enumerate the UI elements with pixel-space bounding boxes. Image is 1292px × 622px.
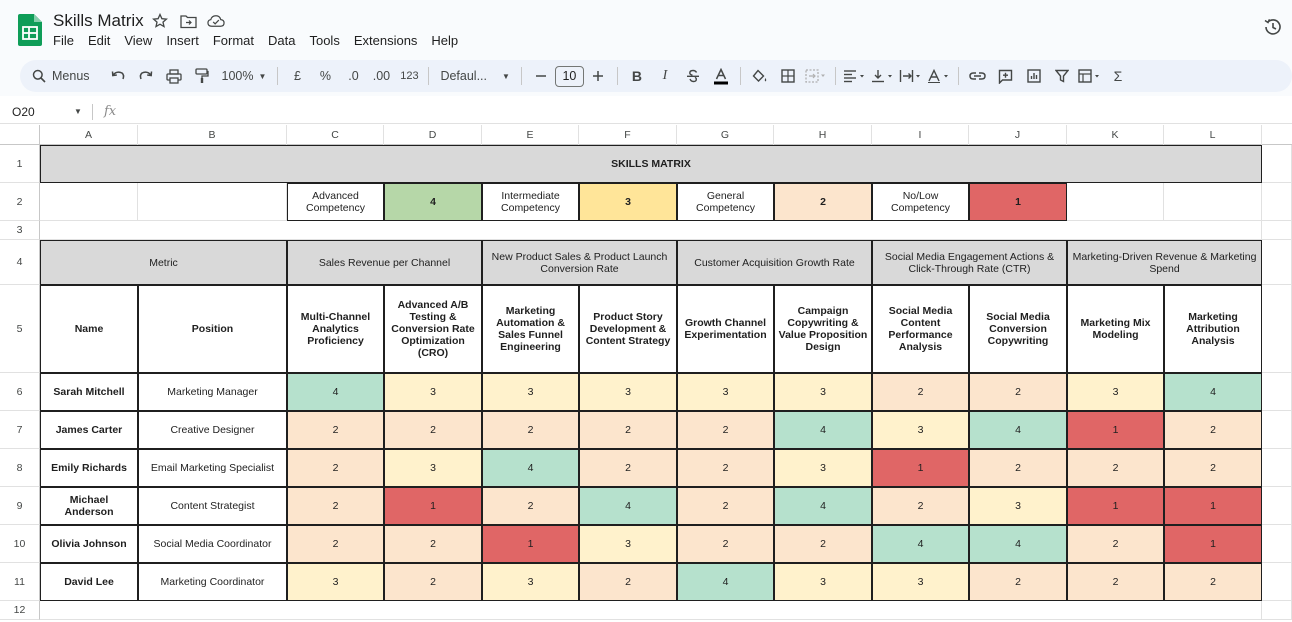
skill-header[interactable]: Social Media Conversion Copywriting (969, 285, 1067, 373)
metric-group-header[interactable]: Social Media Engagement Actions & Click-Through Rate (CTR) (872, 240, 1067, 285)
empty-cell[interactable] (1067, 183, 1164, 221)
person-name[interactable]: Olivia Johnson (40, 525, 138, 563)
score-cell[interactable]: 3 (384, 373, 482, 411)
version-history-icon[interactable] (1262, 16, 1284, 38)
borders-icon[interactable] (776, 63, 800, 89)
score-cell[interactable]: 3 (482, 563, 579, 601)
score-cell[interactable]: 2 (579, 411, 677, 449)
score-cell[interactable]: 4 (872, 525, 969, 563)
zoom-select[interactable] (218, 63, 271, 89)
menu-insert[interactable]: Insert (166, 33, 199, 48)
score-cell[interactable]: 2 (774, 525, 872, 563)
filter-icon[interactable] (1050, 63, 1074, 89)
name-box[interactable]: O20 (12, 105, 35, 119)
row-header-6[interactable]: 6 (0, 373, 40, 411)
person-name[interactable]: James Carter (40, 411, 138, 449)
row-header-7[interactable]: 7 (0, 411, 40, 449)
score-cell[interactable]: 1 (482, 525, 579, 563)
person-name[interactable]: Michael Anderson (40, 487, 138, 525)
score-cell[interactable]: 2 (1164, 563, 1262, 601)
functions-icon[interactable]: Σ (1113, 68, 1123, 84)
score-cell[interactable]: 2 (287, 449, 384, 487)
score-cell[interactable]: 2 (579, 563, 677, 601)
score-cell[interactable]: 2 (677, 525, 774, 563)
score-cell[interactable]: 4 (774, 411, 872, 449)
row-header-1[interactable]: 1 (0, 145, 40, 183)
empty-cell[interactable] (1262, 183, 1292, 221)
zoom-value: 100% (221, 69, 254, 83)
column-header-f[interactable]: F (579, 125, 677, 145)
search-icon (32, 69, 46, 83)
text-wrapping-icon[interactable] (899, 63, 923, 89)
empty-cell[interactable] (1262, 221, 1292, 240)
score-cell[interactable]: 3 (872, 411, 969, 449)
function-icon: fx (104, 104, 117, 119)
text-color-icon[interactable] (709, 63, 733, 89)
legend-value[interactable]: 1 (969, 183, 1067, 221)
score-cell[interactable]: 2 (872, 373, 969, 411)
toolbar-area (0, 56, 1292, 96)
score-cell[interactable]: 2 (384, 411, 482, 449)
score-cell[interactable]: 4 (774, 487, 872, 525)
font-size-input[interactable]: 10 (555, 66, 584, 87)
menu-data[interactable]: Data (268, 33, 296, 48)
legend-value[interactable]: 4 (384, 183, 482, 221)
column-header-a[interactable]: A (40, 125, 138, 145)
empty-cell[interactable] (1262, 240, 1292, 285)
score-cell[interactable]: 2 (969, 563, 1067, 601)
score-cell[interactable]: 2 (384, 525, 482, 563)
insert-comment-icon[interactable] (994, 63, 1018, 89)
legend-value[interactable]: 3 (579, 183, 677, 221)
score-cell[interactable]: 3 (579, 373, 677, 411)
score-cell[interactable]: 1 (1164, 525, 1262, 563)
bold-icon[interactable]: B (631, 68, 642, 84)
column-header-j[interactable]: J (969, 125, 1067, 145)
menus-label: Menus (52, 69, 90, 83)
increase-font-size-icon[interactable] (586, 63, 610, 89)
score-cell[interactable]: 3 (482, 373, 579, 411)
row-header-11[interactable]: 11 (0, 563, 40, 601)
toolbar-divider (958, 67, 959, 85)
empty-cell[interactable] (1262, 411, 1292, 449)
empty-cell[interactable] (1262, 601, 1292, 620)
score-cell[interactable]: 2 (969, 449, 1067, 487)
empty-cell[interactable] (1262, 487, 1292, 525)
score-cell[interactable]: 1 (1067, 411, 1164, 449)
score-cell[interactable]: 2 (579, 449, 677, 487)
score-cell[interactable]: 3 (287, 563, 384, 601)
skill-header[interactable]: Product Story Development & Content Strategy (579, 285, 677, 373)
star-icon[interactable] (151, 12, 169, 30)
skill-header[interactable]: Social Media Content Performance Analysis (872, 285, 969, 373)
text-rotation-icon[interactable] (927, 63, 951, 89)
metric-group-header[interactable]: New Product Sales & Product Launch Conversion Rate (482, 240, 677, 285)
legend-label[interactable]: General Competency (677, 183, 774, 221)
title-bar (0, 0, 1292, 56)
chevron-down-icon: ▼ (502, 71, 510, 81)
score-cell[interactable]: 3 (677, 373, 774, 411)
chevron-down-icon[interactable]: ▼ (74, 107, 82, 116)
percent-format-button[interactable]: % (319, 69, 331, 83)
score-cell[interactable]: 1 (1067, 487, 1164, 525)
position-header[interactable]: Position (138, 285, 287, 373)
column-header-d[interactable]: D (384, 125, 482, 145)
menu-tools[interactable]: Tools (309, 33, 340, 48)
legend-label[interactable]: Advanced Competency (287, 183, 384, 221)
empty-cell[interactable] (138, 183, 287, 221)
increase-decimal-button[interactable]: .00 (372, 69, 391, 83)
merge-cells-icon[interactable] (804, 63, 828, 89)
row-header-2[interactable]: 2 (0, 183, 40, 221)
skill-header[interactable]: Multi-Channel Analytics Proficiency (287, 285, 384, 373)
column-header-e[interactable]: E (482, 125, 579, 145)
column-header-b[interactable]: B (138, 125, 287, 145)
decrease-font-size-icon[interactable] (529, 63, 553, 89)
person-position[interactable]: Creative Designer (138, 411, 287, 449)
score-cell[interactable]: 2 (677, 411, 774, 449)
cloud-saved-icon[interactable] (207, 12, 225, 30)
menu-extensions[interactable]: Extensions (353, 33, 418, 48)
person-name[interactable]: Emily Richards (40, 449, 138, 487)
chevron-down-icon: ▼ (258, 71, 267, 81)
currency-format-button[interactable]: £ (293, 69, 301, 83)
row-header-10[interactable]: 10 (0, 525, 40, 563)
column-header-i[interactable]: I (872, 125, 969, 145)
insert-link-icon[interactable] (966, 63, 990, 89)
fill-color-icon[interactable] (748, 63, 772, 89)
horizontal-align-icon[interactable] (843, 63, 867, 89)
skill-header[interactable]: Growth Channel Experimentation (677, 285, 774, 373)
metric-header[interactable]: Metric (40, 240, 287, 285)
undo-icon[interactable] (106, 63, 130, 89)
score-cell[interactable]: 4 (677, 563, 774, 601)
person-position[interactable]: Content Strategist (138, 487, 287, 525)
insert-chart-icon[interactable] (1022, 63, 1046, 89)
empty-cell[interactable] (1262, 373, 1292, 411)
font-select[interactable] (436, 63, 513, 89)
empty-row[interactable] (40, 221, 1262, 240)
menu-format[interactable]: Format (212, 33, 254, 48)
score-cell[interactable]: 2 (287, 487, 384, 525)
menus-search[interactable] (22, 63, 98, 89)
menu-help[interactable]: Help (431, 33, 459, 48)
row-header-9[interactable]: 9 (0, 487, 40, 525)
spreadsheet-grid (0, 125, 1292, 622)
skill-header[interactable]: Advanced A/B Testing & Conversion Rate Optimization (CRO) (384, 285, 482, 373)
vertical-align-icon[interactable] (871, 63, 895, 89)
empty-cell[interactable] (40, 183, 138, 221)
legend-label[interactable]: Intermediate Competency (482, 183, 579, 221)
toolbar (20, 60, 1292, 92)
score-cell[interactable]: 2 (872, 487, 969, 525)
person-name[interactable]: David Lee (40, 563, 138, 601)
toolbar-divider (835, 67, 836, 85)
person-position[interactable]: Email Marketing Specialist (138, 449, 287, 487)
score-cell[interactable]: 2 (677, 449, 774, 487)
row-header-4[interactable]: 4 (0, 240, 40, 285)
score-cell[interactable]: 4 (969, 525, 1067, 563)
legend-label[interactable]: No/Low Competency (872, 183, 969, 221)
score-cell[interactable]: 2 (482, 411, 579, 449)
legend-value[interactable]: 2 (774, 183, 872, 221)
row-header-8[interactable]: 8 (0, 449, 40, 487)
score-cell[interactable]: 3 (774, 449, 872, 487)
score-cell[interactable]: 3 (774, 373, 872, 411)
toolbar-divider (740, 67, 741, 85)
skill-header[interactable]: Marketing Automation & Sales Funnel Engineering (482, 285, 579, 373)
menu-file[interactable]: File (53, 33, 74, 48)
empty-cell[interactable] (1164, 183, 1262, 221)
strikethrough-icon[interactable] (681, 63, 705, 89)
formula-bar (0, 100, 1292, 124)
column-header-k[interactable]: K (1067, 125, 1164, 145)
empty-row[interactable] (40, 601, 1262, 620)
paint-format-icon[interactable] (190, 63, 214, 89)
skill-header[interactable]: Marketing Attribution Analysis (1164, 285, 1262, 373)
toolbar-divider (617, 67, 618, 85)
score-cell[interactable]: 4 (1164, 373, 1262, 411)
metric-group-header[interactable]: Customer Acquisition Growth Rate (677, 240, 872, 285)
name-header[interactable]: Name (40, 285, 138, 373)
score-cell[interactable]: 4 (287, 373, 384, 411)
metric-group-header[interactable]: Marketing-Driven Revenue & Marketing Spend (1067, 240, 1262, 285)
row-header-5[interactable]: 5 (0, 285, 40, 373)
menu-bar (53, 33, 472, 48)
person-position[interactable]: Marketing Coordinator (138, 563, 287, 601)
column-header-h[interactable]: H (774, 125, 872, 145)
score-cell[interactable]: 3 (872, 563, 969, 601)
score-cell[interactable]: 1 (384, 487, 482, 525)
score-cell[interactable]: 2 (1164, 411, 1262, 449)
formula-divider (92, 104, 93, 120)
score-cell[interactable]: 2 (384, 563, 482, 601)
redo-icon[interactable] (134, 63, 158, 89)
score-cell[interactable]: 3 (774, 563, 872, 601)
cell-area (0, 125, 1292, 622)
empty-cell[interactable] (1262, 449, 1292, 487)
score-cell[interactable]: 3 (969, 487, 1067, 525)
toolbar-divider (428, 67, 429, 85)
skill-header[interactable]: Marketing Mix Modeling (1067, 285, 1164, 373)
score-cell[interactable]: 2 (1067, 449, 1164, 487)
document-title[interactable]: Skills Matrix (53, 11, 144, 30)
score-cell[interactable]: 2 (677, 487, 774, 525)
score-cell[interactable]: 1 (872, 449, 969, 487)
font-value: Defaul... (440, 69, 487, 83)
score-cell[interactable]: 2 (1067, 525, 1164, 563)
score-cell[interactable]: 2 (287, 525, 384, 563)
sheet-title-cell[interactable]: SKILLS MATRIX (40, 145, 1262, 183)
empty-cell[interactable] (1262, 285, 1292, 373)
score-cell[interactable]: 2 (969, 373, 1067, 411)
column-header-l[interactable]: L (1164, 125, 1262, 145)
decrease-decimal-button[interactable]: .0 (348, 69, 359, 83)
empty-cell[interactable] (1262, 145, 1292, 183)
sheets-logo-icon[interactable] (18, 14, 42, 46)
row-header-12[interactable]: 12 (0, 601, 40, 620)
score-cell[interactable]: 3 (579, 525, 677, 563)
row-header-3[interactable]: 3 (0, 221, 40, 240)
column-header-c[interactable]: C (287, 125, 384, 145)
score-cell[interactable]: 2 (1067, 563, 1164, 601)
score-cell[interactable]: 2 (1164, 449, 1262, 487)
italic-icon[interactable]: I (662, 68, 668, 83)
menu-edit[interactable]: Edit (87, 33, 111, 48)
more-formats-button[interactable]: 123 (400, 70, 419, 82)
score-cell[interactable]: 2 (287, 411, 384, 449)
metric-group-header[interactable]: Sales Revenue per Channel (287, 240, 482, 285)
skill-header[interactable]: Campaign Copywriting & Value Proposition Design (774, 285, 872, 373)
score-cell[interactable]: 1 (1164, 487, 1262, 525)
print-icon[interactable] (162, 63, 186, 89)
person-position[interactable]: Social Media Coordinator (138, 525, 287, 563)
toolbar-divider (521, 67, 522, 85)
score-cell[interactable]: 3 (1067, 373, 1164, 411)
column-header-g[interactable]: G (677, 125, 774, 145)
toolbar-divider (277, 67, 278, 85)
score-cell[interactable]: 4 (482, 449, 579, 487)
empty-cell[interactable] (1262, 563, 1292, 601)
move-folder-icon[interactable] (179, 12, 197, 30)
score-cell[interactable]: 4 (969, 411, 1067, 449)
score-cell[interactable]: 4 (579, 487, 677, 525)
score-cell[interactable]: 2 (482, 487, 579, 525)
person-position[interactable]: Marketing Manager (138, 373, 287, 411)
empty-cell[interactable] (1262, 525, 1292, 563)
filter-views-icon[interactable] (1078, 63, 1102, 89)
person-name[interactable]: Sarah Mitchell (40, 373, 138, 411)
score-cell[interactable]: 3 (384, 449, 482, 487)
menu-view[interactable]: View (124, 33, 153, 48)
